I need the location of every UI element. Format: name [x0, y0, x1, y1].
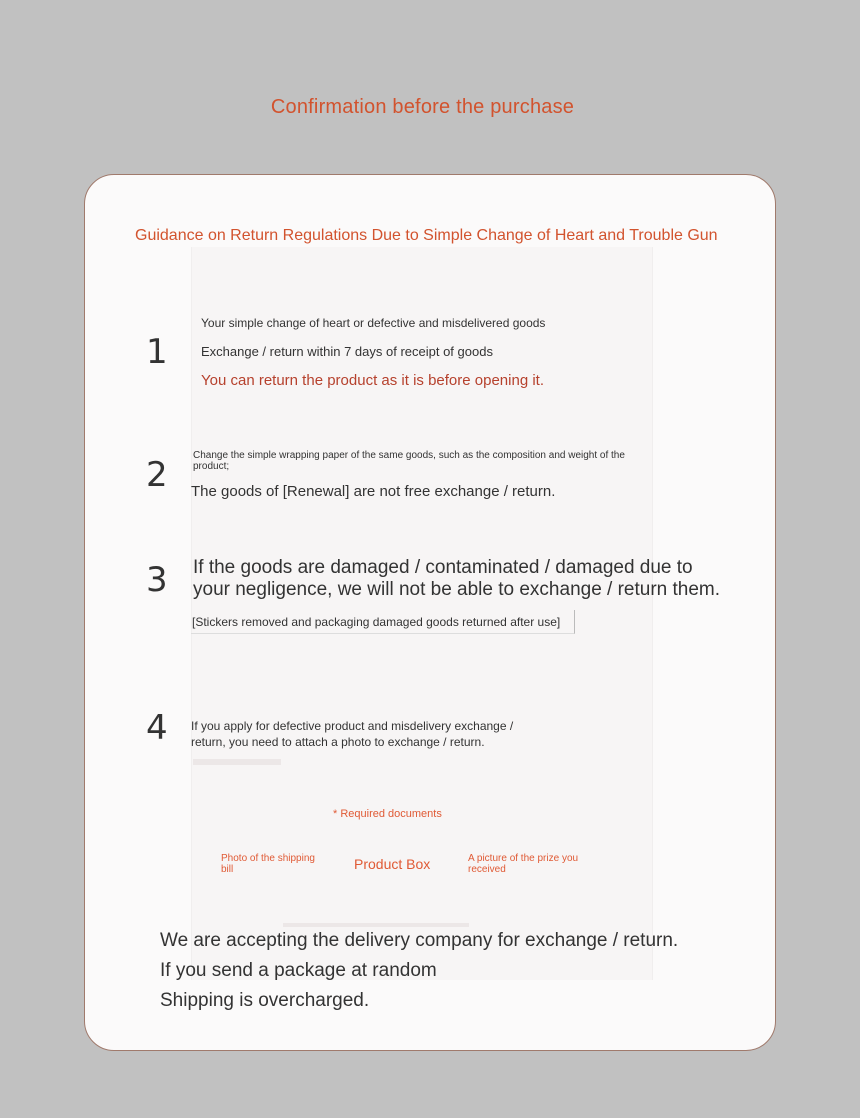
doc-shipping-bill-photo: Photo of the shipping bill: [221, 853, 315, 875]
section-3-number: 3: [146, 560, 168, 600]
section-3-line1: If the goods are damaged / contaminated / damaged due to: [193, 557, 693, 578]
section-4-number: 4: [146, 708, 168, 748]
section-4-line1: If you apply for defective product and misdelivery exchange /: [191, 719, 514, 733]
doc-prize-picture: A picture of the prize you received: [468, 853, 579, 875]
page-title: Confirmation before the purchase: [270, 96, 575, 118]
return-guidance-card: [84, 174, 776, 1051]
section-1-line1: Your simple change of heart or defective and misdelivered goods: [201, 316, 546, 330]
section-3-line2: your negligence, we will not be able to exchange / return them.: [193, 579, 721, 600]
section-2-line1: Change the simple wrapping paper of the same goods, such as the composition and weight of the product;: [193, 450, 625, 472]
doc-product-box: Product Box: [354, 856, 431, 872]
footer-line-2: If you send a package at random: [160, 960, 437, 981]
card-heading: Guidance on Return Regulations Due to Simple Change of Heart and Trouble Gun: [135, 227, 718, 244]
section-3-line3: [Stickers removed and packaging damaged goods returned after use]: [192, 615, 561, 629]
section-1-number: 1: [146, 332, 168, 372]
decorative-divider-2: [283, 923, 469, 927]
footer-line-3: Shipping is overcharged.: [160, 990, 370, 1011]
decorative-divider: [193, 759, 281, 765]
section-2-number: 2: [146, 455, 168, 495]
section-4-line2: return, you need to attach a photo to exchange / return.: [191, 735, 485, 749]
required-documents-title: * Required documents: [333, 808, 442, 820]
section-2-line2: The goods of [Renewal] are not free exchange / return.: [191, 483, 556, 500]
footer-line-1: We are accepting the delivery company for exchange / return.: [160, 930, 679, 951]
section-1-line2: Exchange / return within 7 days of receipt of goods: [201, 344, 493, 359]
section-1-line3: You can return the product as it is before opening it.: [201, 372, 545, 389]
